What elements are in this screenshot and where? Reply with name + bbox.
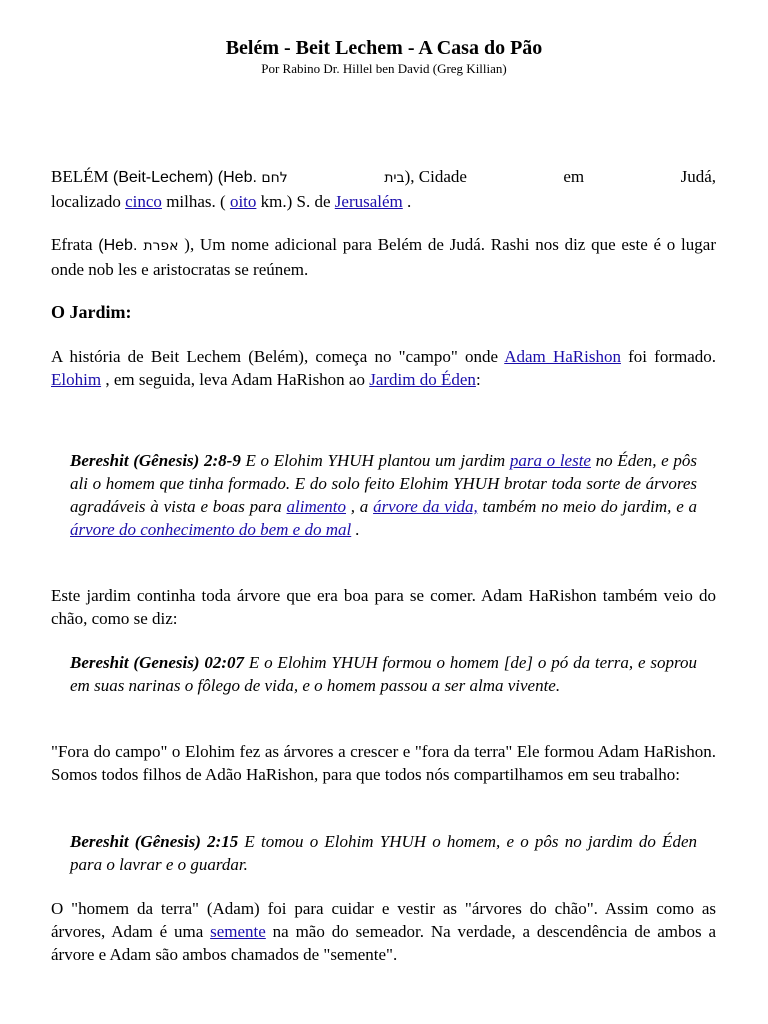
quote-text: . xyxy=(351,520,360,539)
hebrew-lechem: לחם xyxy=(261,170,288,186)
link-alimento[interactable]: alimento xyxy=(286,497,347,516)
historia-text: A história de Beit Lechem (Belém), começa no "campo" onde xyxy=(51,347,505,366)
juda-text: Judá, xyxy=(680,167,716,186)
period-text: . xyxy=(402,192,412,211)
hebrew-beit: בית xyxy=(384,170,405,186)
belem-intro xyxy=(51,165,288,190)
leva-text: , em seguida, leva Adam HaRishon ao xyxy=(101,370,370,389)
quote-reference: Bereshit (Gênesis) 2:15 xyxy=(70,832,239,851)
efrata-word: Efrata xyxy=(51,235,99,254)
link-adam-harishon[interactable]: Adam HaRishon xyxy=(504,347,621,366)
quote-genesis-2-15 xyxy=(70,830,697,876)
link-jardim-do-eden[interactable]: Jardim do Éden xyxy=(369,370,476,389)
cidade-text: ), Cidade xyxy=(404,167,467,186)
colon-text: : xyxy=(475,370,481,389)
quote-reference: Bereshit (Gênesis) 2:8-9 xyxy=(70,451,241,470)
quote-reference: Bereshit (Genesis) 02:07 xyxy=(70,653,245,672)
quote-text: E o Elohim YHUH plantou um jardim xyxy=(240,451,510,470)
quote-text: E tomou o Elohim YHUH o homem, e o pôs no jardim do Éden para o lavrar e o guardar. xyxy=(70,832,697,874)
efrata-text: ), Um nome adicional para Belém de Judá. Rashi nos diz que este é o lugar onde nob les e aristocratas se reúnem. xyxy=(51,235,716,279)
link-para-o-leste[interactable]: para o leste xyxy=(509,451,591,470)
document-title: Belém - Beit Lechem - A Casa do Pão xyxy=(225,37,543,59)
link-arvore-do-conhecimento[interactable]: árvore do conhecimento do bem e do mal xyxy=(70,520,352,539)
link-semente[interactable]: semente xyxy=(210,922,266,941)
document-subtitle: Por Rabino Dr. Hillel ben David (Greg Killian) xyxy=(261,61,507,76)
quote-text: no Éden, e pôs ali o homem que tinha formado. E do solo feito Elohim YHUH brotar toda sorte de árvores agradáveis à vista e boas para xyxy=(70,451,697,516)
quote-text: E o Elohim YHUH formou o homem [de] o pó da terra, e soprou em suas narinas o fôlego de vida, e o homem passou a ser alma vivente. xyxy=(70,653,697,695)
beit-lechem-heb-label: (Beit-Lechem) (Heb. xyxy=(112,169,262,186)
milhas-text: milhas. ( xyxy=(161,192,230,211)
paragraph-historia xyxy=(51,345,716,391)
paragraph-efrata xyxy=(51,233,716,281)
homem-da-terra-text: O "homem da terra" (Adam) foi para cuidar e vestir as "árvores do chão". Assim como as árvores, Adam é uma xyxy=(51,899,716,941)
hebrew-efrat: אפרת xyxy=(143,238,179,254)
link-elohim[interactable]: Elohim xyxy=(51,370,102,389)
quote-text: , a xyxy=(346,497,374,516)
localizado-text: localizado xyxy=(51,192,126,211)
paragraph-homem-da-terra xyxy=(51,897,716,966)
semeador-text: na mão do semeador. Na verdade, a descendência de ambos a árvore e Adam são ambos chamados de "semente". xyxy=(51,922,716,964)
link-oito[interactable]: oito xyxy=(229,192,257,211)
efrata-heb-label: (Heb. xyxy=(98,237,144,254)
km-text: km.) S. de xyxy=(256,192,335,211)
link-arvore-da-vida[interactable]: árvore da vida, xyxy=(373,497,478,516)
paragraph-jardim-arvore: Este jardim continha toda árvore que era boa para se comer. Adam HaRishon também veio do chão, como se diz: xyxy=(51,586,716,628)
link-cinco[interactable]: cinco xyxy=(125,192,162,211)
paragraph-belem-line1 xyxy=(51,165,716,190)
formado-text: foi formado. xyxy=(620,347,717,366)
belem-word: BELÉM xyxy=(51,167,113,186)
em-text: em xyxy=(563,167,585,186)
paragraph-belem-line2 xyxy=(51,190,716,213)
quote-text: também no meio do jardim, e a xyxy=(477,497,698,516)
section-heading-jardim: O Jardim: xyxy=(51,302,132,322)
belem-heb-tail xyxy=(384,165,467,190)
quote-genesis-2-8 xyxy=(70,449,697,541)
paragraph-fora-do-campo: "Fora do campo" o Elohim fez as árvores a crescer e "fora da terra" Ele formou Adam HaRishon. Somos todos filhos de Adão HaRishon, para que todos nós compartilhamos em seu trabalho: xyxy=(51,742,716,784)
quote-genesis-2-7 xyxy=(70,651,697,697)
paragraph-belem xyxy=(51,165,716,213)
link-jerusalem[interactable]: Jerusalém xyxy=(334,192,403,211)
